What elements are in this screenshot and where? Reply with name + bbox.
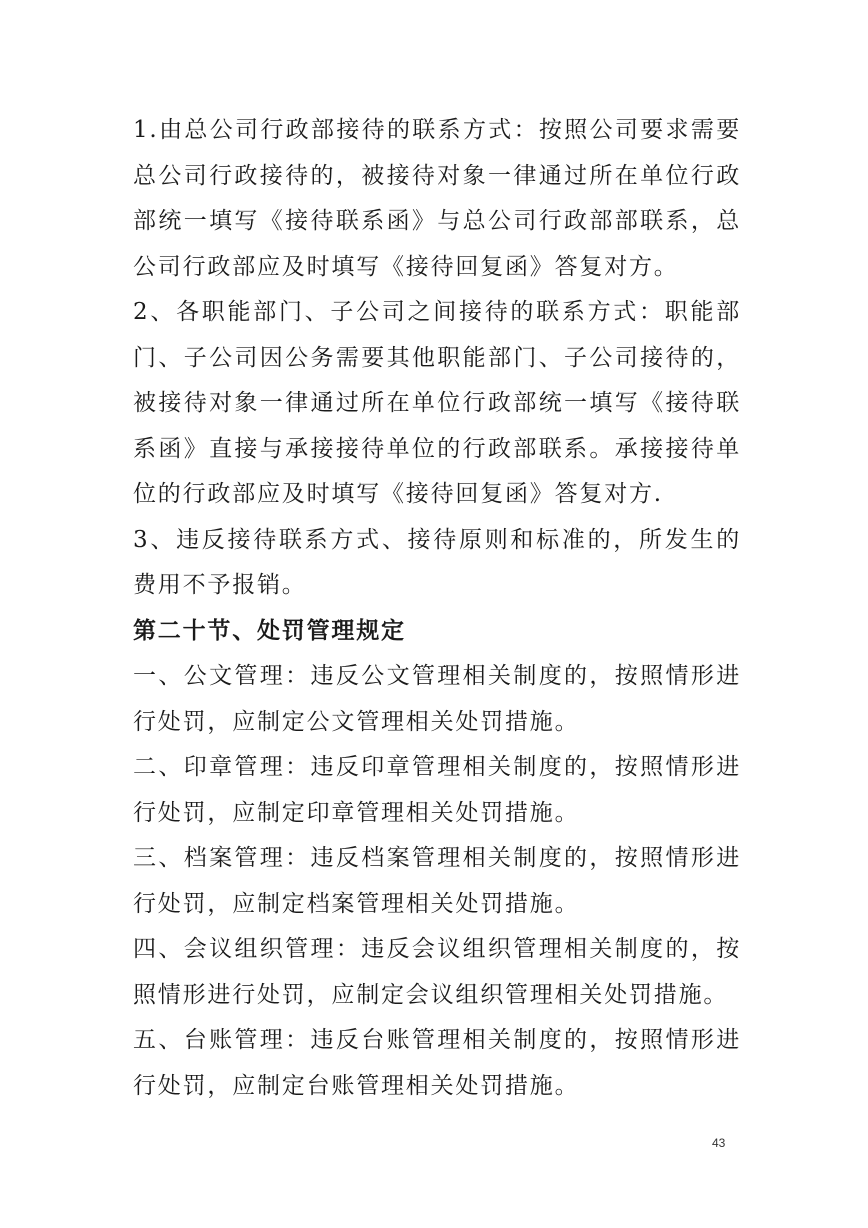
paragraph-document-management: 一、公文管理：违反公文管理相关制度的，按照情形进行处罚，应制定公文管理相关处罚措施。 <box>133 663 741 735</box>
page-body <box>133 108 741 1109</box>
paragraph-seal-management: 二、印章管理：违反印章管理相关制度的，按照情形进行处罚，应制定印章管理相关处罚措施。 <box>133 754 741 826</box>
paragraph-department-reception-contact: 2、各职能部门、子公司之间接待的联系方式：职能部门、子公司因公务需要其他职能部门、子公司接待的，被接待对象一律通过所在单位行政部统一填写《接待联系函》直接与承接接待单位的行政部联系。承接接待单位的行政部应及时填写《接待回复函》答复对方. <box>133 299 741 507</box>
paragraph-reception-violation: 3、违反接待联系方式、接待原则和标准的，所发生的费用不予报销。 <box>133 526 741 598</box>
paragraph-meeting-management: 四、会议组织管理：违反会议组织管理相关制度的，按照情形进行处罚，应制定会议组织管理相关处罚措施。 <box>133 936 741 1008</box>
paragraph-ledger-management: 五、台账管理：违反台账管理相关制度的，按照情形进行处罚，应制定台账管理相关处罚措施。 <box>133 1027 741 1099</box>
paragraph-admin-reception-contact: 1.由总公司行政部接待的联系方式：按照公司要求需要总公司行政接待的，被接待对象一律通过所在单位行政部统一填写《接待联系函》与总公司行政部部联系，总公司行政部应及时填写《接待回复函》答复对方。 <box>133 117 741 280</box>
page-number: 43 <box>712 1136 726 1150</box>
paragraph-archive-management: 三、档案管理：违反档案管理相关制度的，按照情形进行处罚，应制定档案管理相关处罚措施。 <box>133 845 741 917</box>
section-heading: 第二十节、处罚管理规定 <box>133 617 406 644</box>
